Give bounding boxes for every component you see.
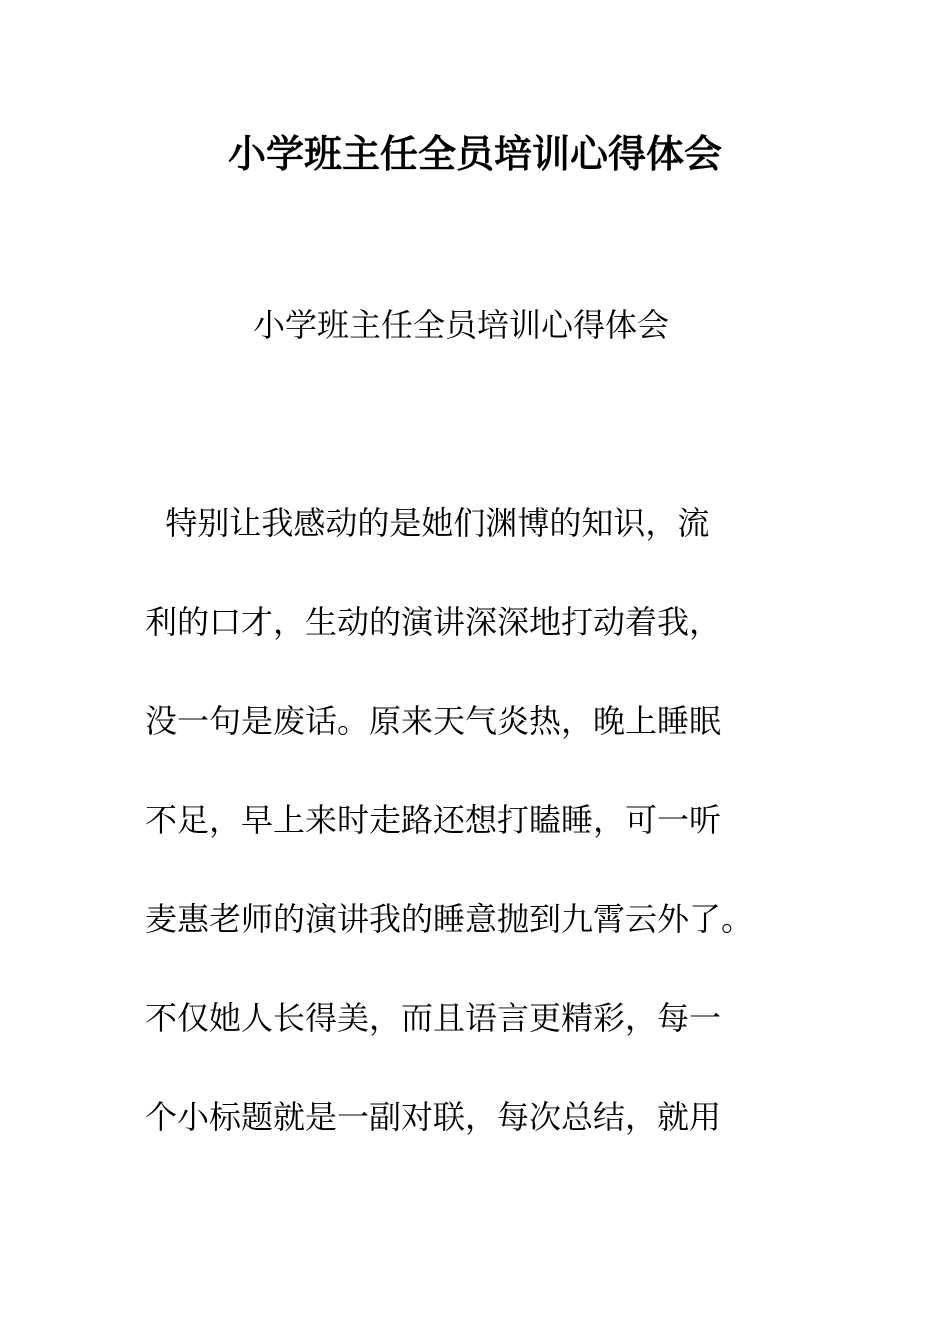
body-line: 麦惠老师的演讲我的睡意抛到九霄云外了。 bbox=[145, 900, 754, 938]
body-paragraph bbox=[145, 500, 825, 1193]
body-line: 不足，早上来时走路还想打瞌睡，可一听 bbox=[145, 801, 722, 839]
body-line: 特别让我感动的是她们渊博的知识，流 bbox=[145, 504, 710, 542]
body-line: 利的口才，生动的演讲深深地打动着我， bbox=[145, 603, 722, 641]
document-title: 小学班主任全员培训心得体会 bbox=[227, 131, 722, 176]
body-line: 个小标题就是一副对联，每次总结，就用 bbox=[145, 1098, 722, 1136]
document-subtitle: 小学班主任全员培训心得体会 bbox=[252, 306, 669, 344]
body-line: 不仅她人长得美，而且语言更精彩，每一 bbox=[145, 999, 722, 1037]
body-line: 没一句是废话。原来天气炎热，晚上睡眠 bbox=[145, 702, 722, 740]
